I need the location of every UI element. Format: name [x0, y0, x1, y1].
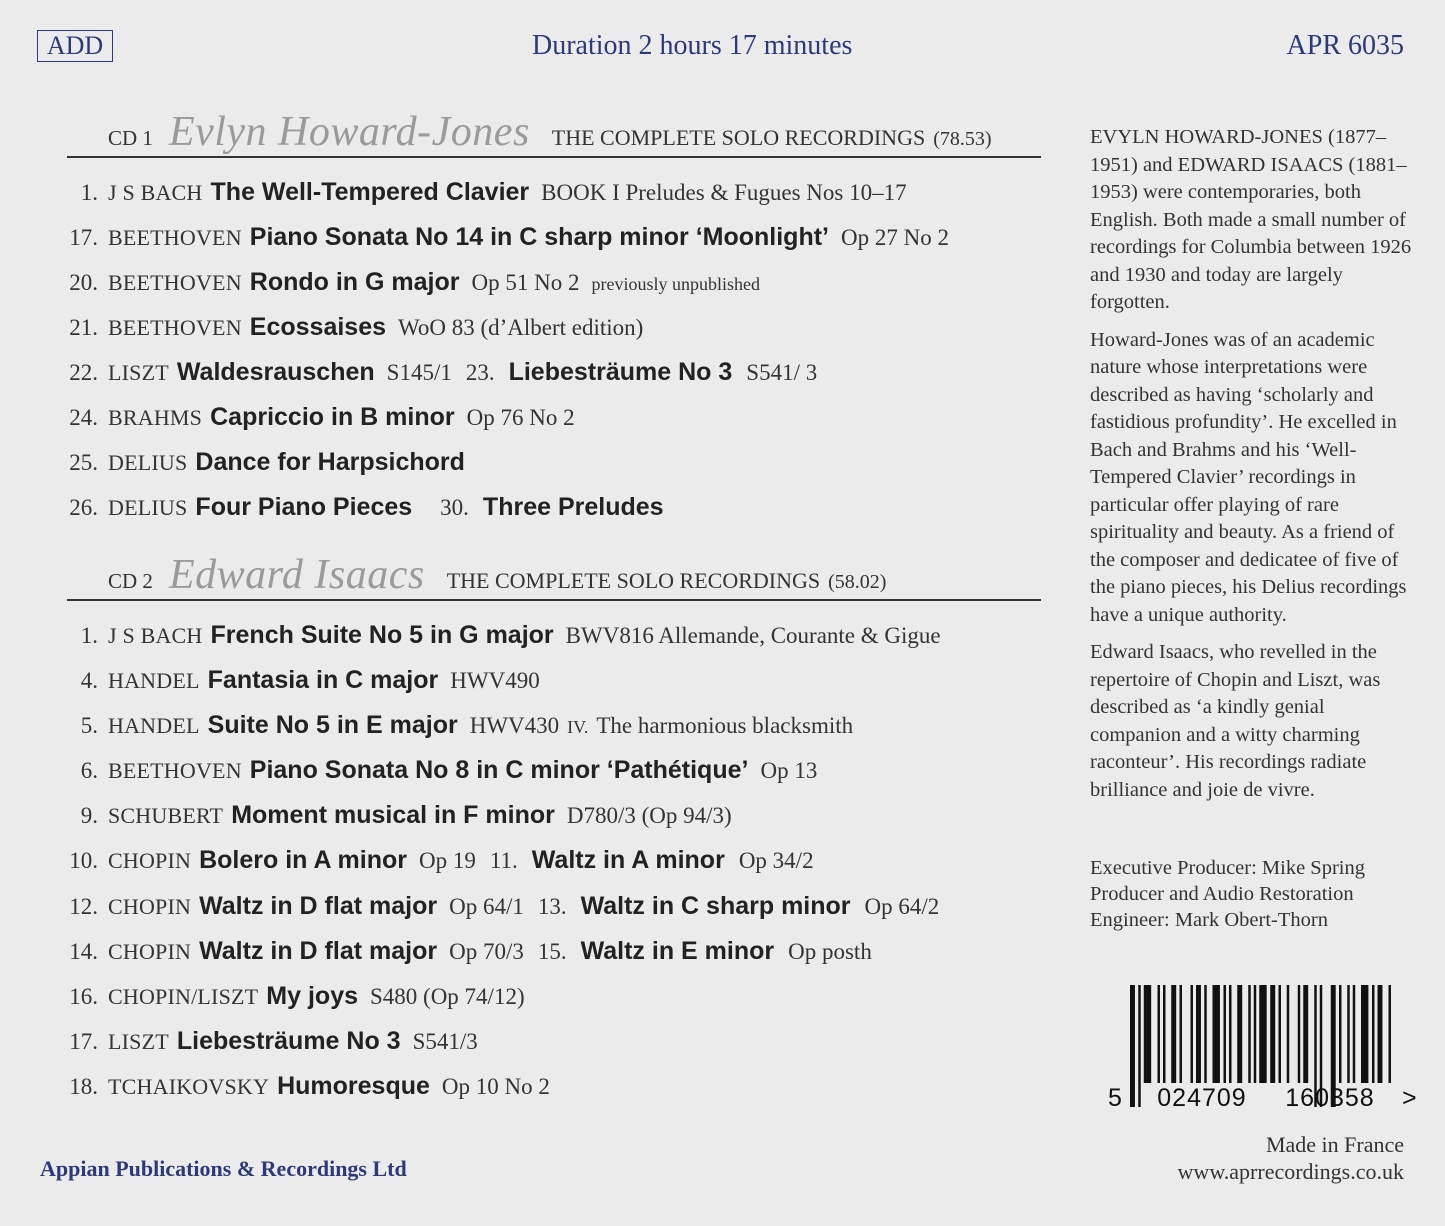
track-number: 21.: [69, 315, 98, 340]
track-work-2: Waltz in E minor: [580, 937, 775, 965]
track-work: Four Piano Pieces: [195, 493, 413, 521]
cd2-divider: [67, 599, 1041, 601]
cd1-track: [0, 178, 907, 207]
publisher-name: Appian Publications & Recordings Ltd: [40, 1156, 407, 1181]
track-catalog: S541/3: [412, 1029, 478, 1054]
cd1-divider: [67, 156, 1041, 158]
barcode-bar: [1229, 985, 1231, 1083]
track-catalog-2: Op 34/2: [738, 848, 814, 873]
cd1-track: [0, 448, 465, 477]
track-catalog: D780/3 (Op 94/3): [566, 803, 732, 828]
barcode-bar: [1259, 985, 1266, 1083]
track-work: Capriccio in B minor: [210, 403, 455, 431]
barcode-bar: [1254, 985, 1256, 1083]
cd2-subtitle: THE COMPLETE SOLO RECORDINGS: [446, 568, 821, 593]
barcode-bar: [1196, 985, 1201, 1083]
cd2-track: [0, 892, 939, 921]
track-number-2: 30.: [440, 495, 469, 520]
track-catalog: BOOK I Preludes & Fugues Nos 10–17: [541, 180, 907, 205]
track-catalog: Op 51 No 2: [471, 270, 580, 295]
cd2-track: [0, 756, 817, 785]
track-number: 1.: [80, 180, 98, 205]
barcode-digits-left: 024709: [1157, 1084, 1247, 1110]
barcode-bar: [1191, 985, 1193, 1083]
cd2-track: [0, 982, 525, 1011]
track-catalog: Op 19: [418, 848, 476, 873]
track-composer: J S BACH: [108, 180, 203, 205]
track-catalog: S145/1: [386, 360, 452, 385]
track-work: Waldesrauschen: [176, 358, 375, 386]
barcode-bar: [1378, 985, 1383, 1083]
barcode-arrow: >: [1402, 1084, 1417, 1110]
notes-paragraph-1: EVYLN HOWARD-JONES (1877–1951) and EDWARD ISAACS (1881–1953) were contemporaries, both English. Both made a small number of recordings for Columbia between 1926 and 1930 and today are largely forgotten.: [1090, 126, 1412, 313]
track-composer: CHOPIN: [108, 848, 192, 873]
track-work: The Well-Tempered Clavier: [210, 178, 530, 206]
track-catalog: Op 64/1: [449, 894, 524, 919]
barcode-bar: [1347, 985, 1349, 1083]
total-duration: Duration 2 hours 17 minutes: [532, 30, 853, 61]
track-number: 26.: [69, 495, 98, 520]
cd2-track: [0, 666, 540, 695]
add-badge: ADD: [37, 30, 113, 62]
track-work: Moment musical in F minor: [231, 801, 555, 829]
track-number-2: 23.: [465, 360, 495, 385]
barcode-bar: [1279, 985, 1281, 1083]
credit-line: Engineer: Mark Obert-Thorn: [1090, 909, 1328, 931]
track-catalog: Op 76 No 2: [466, 405, 575, 430]
footer-right: [1178, 1131, 1404, 1185]
barcode-bar: [1158, 985, 1160, 1083]
track-work-2: Liebesträume No 3: [508, 358, 733, 386]
track-catalog-2: Op 64/2: [864, 894, 940, 919]
track-composer: SCHUBERT: [108, 803, 224, 828]
track-work: Fantasia in C major: [207, 666, 439, 694]
cd2-label: CD 2: [108, 569, 153, 593]
barcode-bar: [1287, 985, 1289, 1083]
track-number: 10.: [69, 848, 98, 873]
track-composer: HANDEL: [108, 668, 200, 693]
track-composer: LISZT: [108, 360, 169, 385]
cd1-label: CD 1: [108, 126, 153, 150]
track-work-2: Waltz in A minor: [531, 846, 725, 874]
credit-line: Executive Producer: Mike Spring: [1090, 857, 1365, 879]
cd2-artist: Edward Isaacs: [168, 552, 425, 598]
track-composer: HANDEL: [108, 713, 200, 738]
track-work: French Suite No 5 in G major: [210, 621, 554, 649]
track-number: 18.: [69, 1074, 98, 1099]
track-catalog-2: Op posth: [788, 939, 872, 964]
track-number: 1.: [80, 623, 98, 648]
cd1-track: [0, 268, 760, 297]
cd2-track: [0, 1027, 478, 1056]
track-catalog: WoO 83 (d’Albert edition): [398, 315, 644, 340]
barcode-bar: [1361, 985, 1368, 1083]
track-work-2: Three Preludes: [482, 493, 664, 521]
track-catalog: Op 70/3: [449, 939, 524, 964]
track-work: My joys: [266, 982, 358, 1010]
track-number: 20.: [69, 270, 98, 295]
barcode-bar: [1339, 985, 1341, 1083]
track-work: Ecossaises: [249, 313, 386, 341]
cd2-duration: (58.02): [828, 571, 887, 593]
notes-paragraph-2: Howard-Jones was of an academic nature whose interpretations were described as having ‘scholarly and fastidious profundity’. He excelled in Bach and Brahms and his ‘Well-Tempered Clavier’ recordings in particular offer playing of rare spirituality and beauty. As a friend of the composer and dedicatee of five of the piano pieces, his Delius recordings have a unique authority.: [1090, 328, 1407, 626]
track-number: 24.: [69, 405, 98, 430]
liner-notes: [1090, 124, 1420, 814]
track-composer: CHOPIN/LISZT: [108, 984, 259, 1009]
track-composer: DELIUS: [108, 450, 188, 475]
track-catalog: HWV490: [450, 668, 540, 693]
track-composer: J S BACH: [108, 623, 203, 648]
website: www.aprrecordings.co.uk: [1177, 1159, 1404, 1184]
cd1-header: [108, 108, 992, 156]
track-work: Piano Sonata No 8 in C minor ‘Pathétique’: [249, 756, 749, 784]
track-number: 6.: [80, 758, 98, 783]
track-catalog-2: S541/ 3: [746, 360, 818, 385]
track-catalog: Op 13: [760, 758, 818, 783]
track-number: 9.: [80, 803, 98, 828]
track-number: 25.: [69, 450, 98, 475]
track-number: 5.: [80, 713, 98, 738]
track-composer: CHOPIN: [108, 939, 192, 964]
track-work: Waltz in D flat major: [199, 937, 438, 965]
track-composer: BEETHOVEN: [108, 315, 242, 340]
track-movement: IV.: [567, 717, 589, 737]
barcode-bar: [1204, 985, 1206, 1083]
barcode-bar: [1180, 985, 1182, 1083]
track-work-2: Waltz in C sharp minor: [580, 892, 851, 920]
cd1-track: [0, 223, 949, 252]
credit-line: Producer and Audio Restoration: [1090, 883, 1354, 905]
barcode-bar: [1270, 985, 1275, 1083]
barcode-bar: [1303, 985, 1308, 1083]
track-work: Dance for Harpsichord: [195, 448, 465, 476]
barcode-bar: [1298, 985, 1300, 1083]
cd1-track: [0, 313, 643, 342]
track-composer: BRAHMS: [108, 405, 203, 430]
track-work: Bolero in A minor: [199, 846, 407, 874]
track-number-2: 15.: [537, 939, 567, 964]
track-number: 17.: [69, 225, 98, 250]
barcode-bar: [1138, 985, 1140, 1107]
cd1-duration: (78.53): [933, 128, 992, 150]
track-work: Waltz in D flat major: [199, 892, 438, 920]
track-work: Piano Sonata No 14 in C sharp minor ‘Moonlight’: [249, 223, 829, 251]
cd1-artist: Evlyn Howard-Jones: [168, 109, 530, 155]
track-catalog: S480 (Op 74/12): [370, 984, 525, 1009]
barcode-bar: [1213, 985, 1220, 1083]
track-catalog: Op 10 No 2: [441, 1074, 550, 1099]
barcode-digit-first: 5: [1108, 1084, 1122, 1110]
barcode-digits-right: 160358: [1285, 1084, 1375, 1110]
made-in: Made in France: [1265, 1132, 1404, 1157]
cd1-subtitle: THE COMPLETE SOLO RECORDINGS: [551, 125, 926, 150]
track-catalog: BWV816 Allemande, Courante & Gigue: [565, 623, 941, 648]
barcode-bar: [1144, 985, 1151, 1083]
barcode-bar: [1171, 985, 1176, 1083]
cd2-track: [0, 1072, 550, 1101]
track-number: 22.: [69, 360, 98, 385]
cd2-header: [108, 551, 886, 599]
barcode-bar: [1130, 985, 1135, 1107]
track-composer: DELIUS: [108, 495, 188, 520]
cd1-track: [0, 403, 575, 432]
track-composer: BEETHOVEN: [108, 270, 242, 295]
cd2-track: [0, 621, 941, 650]
notes-paragraph-3: Edward Isaacs, who revelled in the repertoire of Chopin and Liszt, was described as ‘a kindly genial companion and a witty charming raconteur’. His recordings radiate brilliance and joie de vivre.: [1090, 641, 1381, 801]
barcode-bar: [1248, 985, 1250, 1083]
track-note: previously unpublished: [591, 274, 760, 294]
track-composer: TCHAIKOVSKY: [108, 1074, 270, 1099]
production-credits: [1090, 855, 1420, 933]
cd1-track: [0, 358, 817, 387]
track-composer: LISZT: [108, 1029, 169, 1054]
track-number: 12.: [69, 894, 98, 919]
track-composer: BEETHOVEN: [108, 758, 242, 783]
track-work: Suite No 5 in E major: [207, 711, 458, 739]
track-composer: CHOPIN: [108, 894, 192, 919]
cd2-track: [0, 801, 732, 830]
barcode-icon: [1108, 985, 1420, 1110]
track-catalog: Op 27 No 2: [840, 225, 949, 250]
barcode-bar: [1237, 985, 1242, 1083]
track-number-2: 13.: [537, 894, 567, 919]
barcode-bar: [1353, 985, 1355, 1083]
track-number: 16.: [69, 984, 98, 1009]
track-composer: BEETHOVEN: [108, 225, 242, 250]
barcode-bar: [1224, 985, 1226, 1083]
track-number: 17.: [69, 1029, 98, 1054]
barcode-bar: [1163, 985, 1165, 1083]
track-number: 4.: [80, 668, 98, 693]
cd2-track: [0, 711, 853, 740]
track-work: Humoresque: [277, 1072, 430, 1100]
cd1-track: [0, 493, 664, 522]
barcode-bar: [1372, 985, 1374, 1083]
cd2-track: [0, 846, 814, 875]
track-catalog: HWV430: [469, 713, 560, 738]
track-number-2: 11.: [489, 848, 518, 873]
cd2-track: [0, 937, 872, 966]
barcode-bar: [1389, 985, 1391, 1083]
track-work: Rondo in G major: [249, 268, 460, 296]
track-work: Liebesträume No 3: [176, 1027, 401, 1055]
catalog-number: APR 6035: [1286, 30, 1404, 61]
track-catalog-2: The harmonious blacksmith: [596, 713, 854, 738]
track-number: 14.: [69, 939, 98, 964]
